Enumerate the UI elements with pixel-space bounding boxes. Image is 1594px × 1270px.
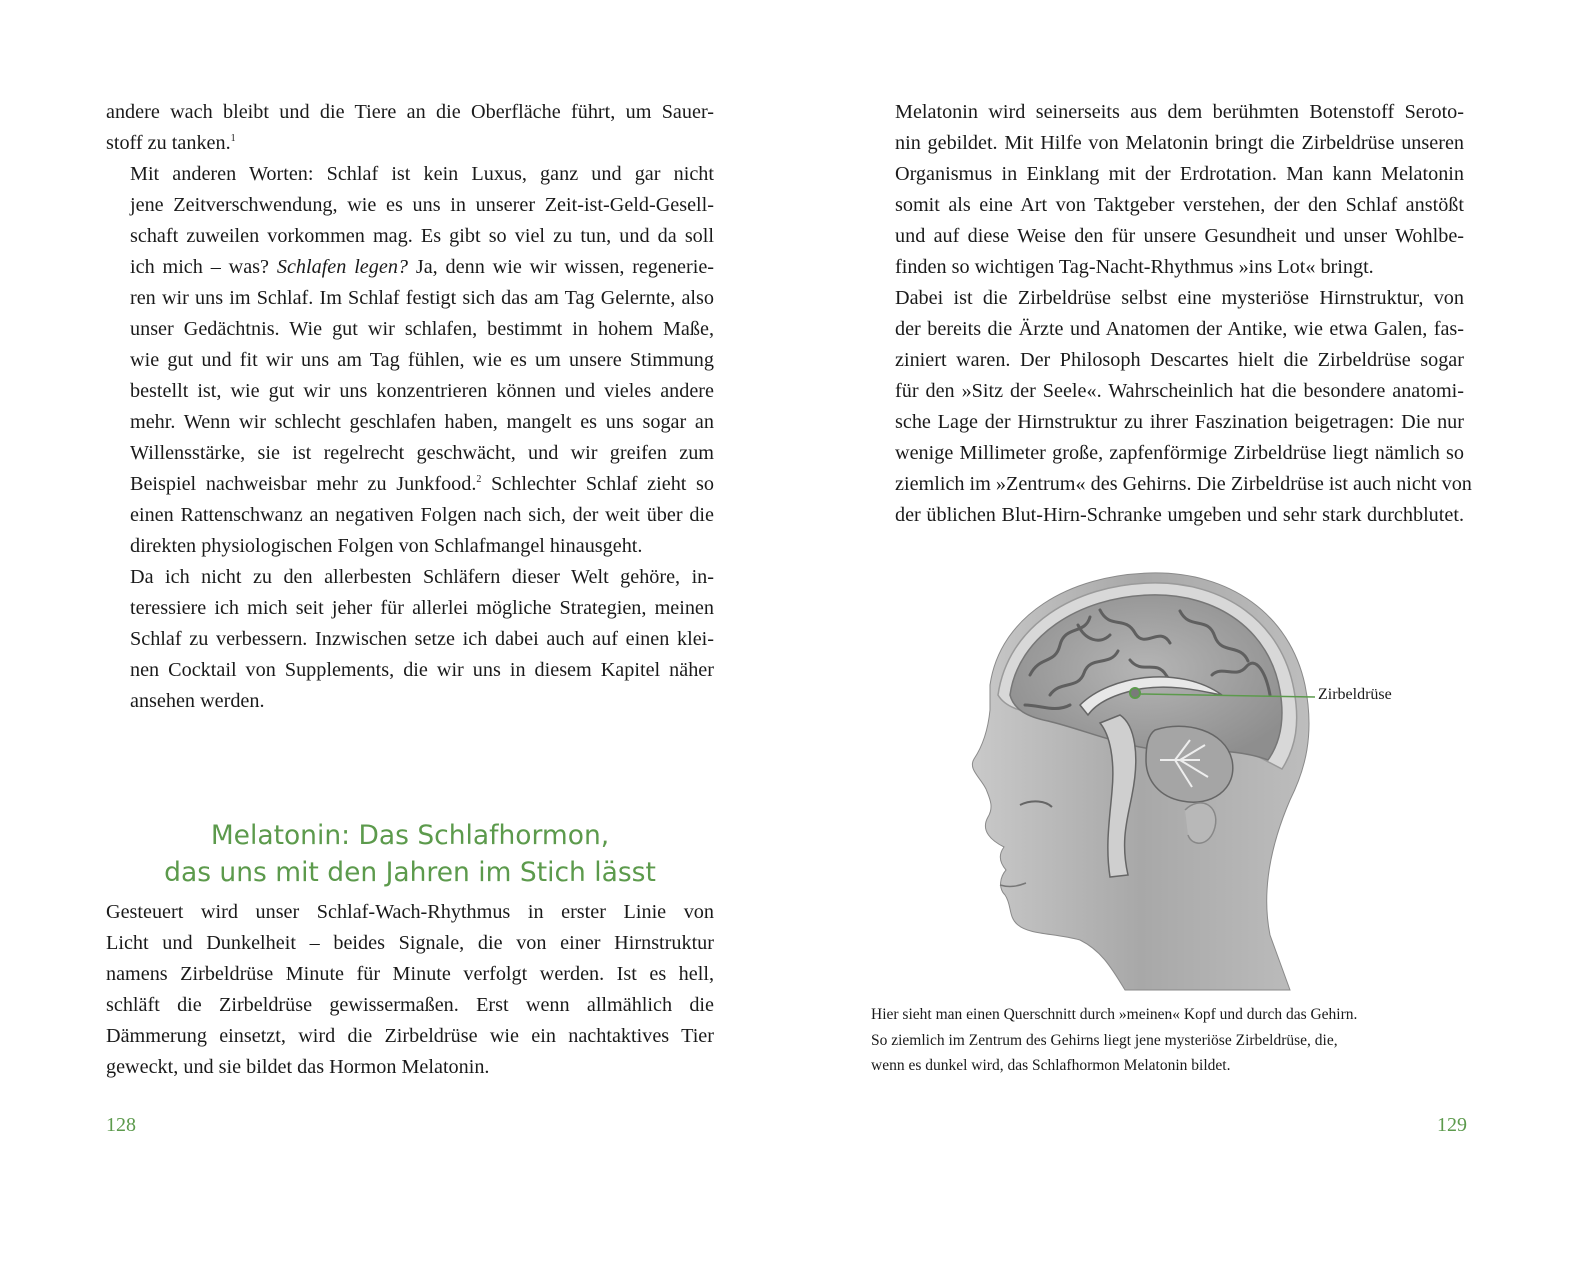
right-text — [871, 97, 1472, 531]
right-paragraph-2: Dabei ist die Zirbeldrüse selbst eine mysteriöse Hirnstruktur, von der bereits die Ärzte und Anatomen der Antike, wie etwa Galen, fas- ziniert waren. Der Philosoph Descartes hielt die Zirbeldrüse sogar für den »Sitz der Seele«. Wahrscheinlich hat die besondere anatomi- sche Lage der Hirnstruktur zu ihrer Faszination beigetragen: Die nur wenige Millimeter große, zapfenförmige Zirbeldrüse liegt nämlich so ziemlich im »Zentrum« des Gehirns. Die Zirbeldrüse ist auch nicht von der üblichen Blut-Hirn-Schranke umgeben und sehr stark durchblutet. — [895, 287, 1472, 526]
left-text-bottom — [106, 897, 714, 1083]
head-illustration-svg — [960, 555, 1430, 995]
figure-caption: Hier sieht man einen Querschnitt durch »meinen« Kopf und durch das Gehirn. So ziemlich im Zentrum des Gehirns liegt jene mysteriöse Zirbeldrüse, die, wenn es dunkel wird, das Schlafhormon Melatonin bildet. — [871, 1006, 1358, 1074]
footnote-marker-2: 2 — [476, 474, 482, 485]
left-paragraph-2: Mit anderen Worten: Schlaf ist kein Luxus, ganz und gar nicht jene Zeitverschwendung, wie es uns in unserer Zeit-ist-Geld-Gesell- schaft zuweilen vorkommen mag. Es gibt so viel zu tun, und da soll ich mich – was? Schlafen legen? Ja, denn wie wir wissen, regenerie- ren wir uns im Schlaf. Im Schlaf festigt sich das am Tag Gelernte, also unser Gedächtnis. Wie gut wir schlafen, bestimmt in hohem Maße, wie gut und fit wir uns am Tag fühlen, wie es um unsere Stimmung bestellt ist, wie gut wir uns konzentrieren können und vieles andere mehr. Wenn wir schlecht geschlafen haben, mangelt es uns sogar an Willensstärke, sie ist regelrecht geschwächt, und wir greifen zum Beispiel nachweisbar mehr zu Junkfood.$^2$ Schlechter Schlaf zieht so einen Rattenschwanz an negativen Folgen nach sich, der weit über die direkten physiologischen Folgen von Schlafmangel hinausgeht. — [130, 163, 715, 557]
page-number-right: 129 — [1437, 1114, 1467, 1136]
left-text-top — [106, 97, 714, 717]
pineal-gland — [1130, 688, 1140, 698]
brain-cross-section-illustration — [960, 555, 1430, 995]
footnote-marker-1: 1 — [230, 133, 236, 144]
figure-label-zirbeldruese: Zirbeldrüse — [1318, 686, 1392, 703]
section-heading: Melatonin: Das Schlafhormon, das uns mit den Jahren im Stich lässt — [164, 819, 656, 888]
ear — [1185, 803, 1216, 843]
page-number-left: 128 — [106, 1114, 136, 1136]
right-paragraph-1: Melatonin wird seinerseits aus dem berühmten Botenstoff Seroto- nin gebildet. Mit Hilfe von Melatonin bringt die Zirbeldrüse unseren Organismus in Einklang mit der Erdrotation. Man kann Melatonin somit als eine Art von Taktgeber verstehen, der den Schlaf anstößt und auf diese Weise den für unsere Gesundheit und unser Wohlbe- finden so wichtigen Tag-Nacht-Rhythmus »ins Lot« bringt. — [895, 101, 1464, 278]
left-paragraph-1: andere wach bleibt und die Tiere an die Oberfläche führt, um Sauer- stoff zu tanken.$^1$ — [106, 101, 714, 154]
left-paragraph-4: Gesteuert wird unser Schlaf-Wach-Rhythmus in erster Linie von Licht und Dunkelheit – beides Signale, die von einer Hirnstruktur namens Zirbeldrüse Minute für Minute verfolgt werden. Ist es hell, schläft die Zirbeldrüse gewissermaßen. Erst wenn allmählich die Dämmerung einsetzt, wird die Zirbeldrüse wie ein nachtaktives Tier geweckt, und sie bildet das Hormon Melatonin. — [106, 901, 714, 1078]
left-paragraph-3: Da ich nicht zu den allerbesten Schläfern dieser Welt gehöre, in- teressiere ich mich seit jeher für allerlei mögliche Strategien, meinen Schlaf zu verbessern. Inzwischen setze ich dabei auch auf einen klei- nen Cocktail von Supplements, die wir uns in diesem Kapitel näher ansehen werden. — [130, 566, 714, 712]
